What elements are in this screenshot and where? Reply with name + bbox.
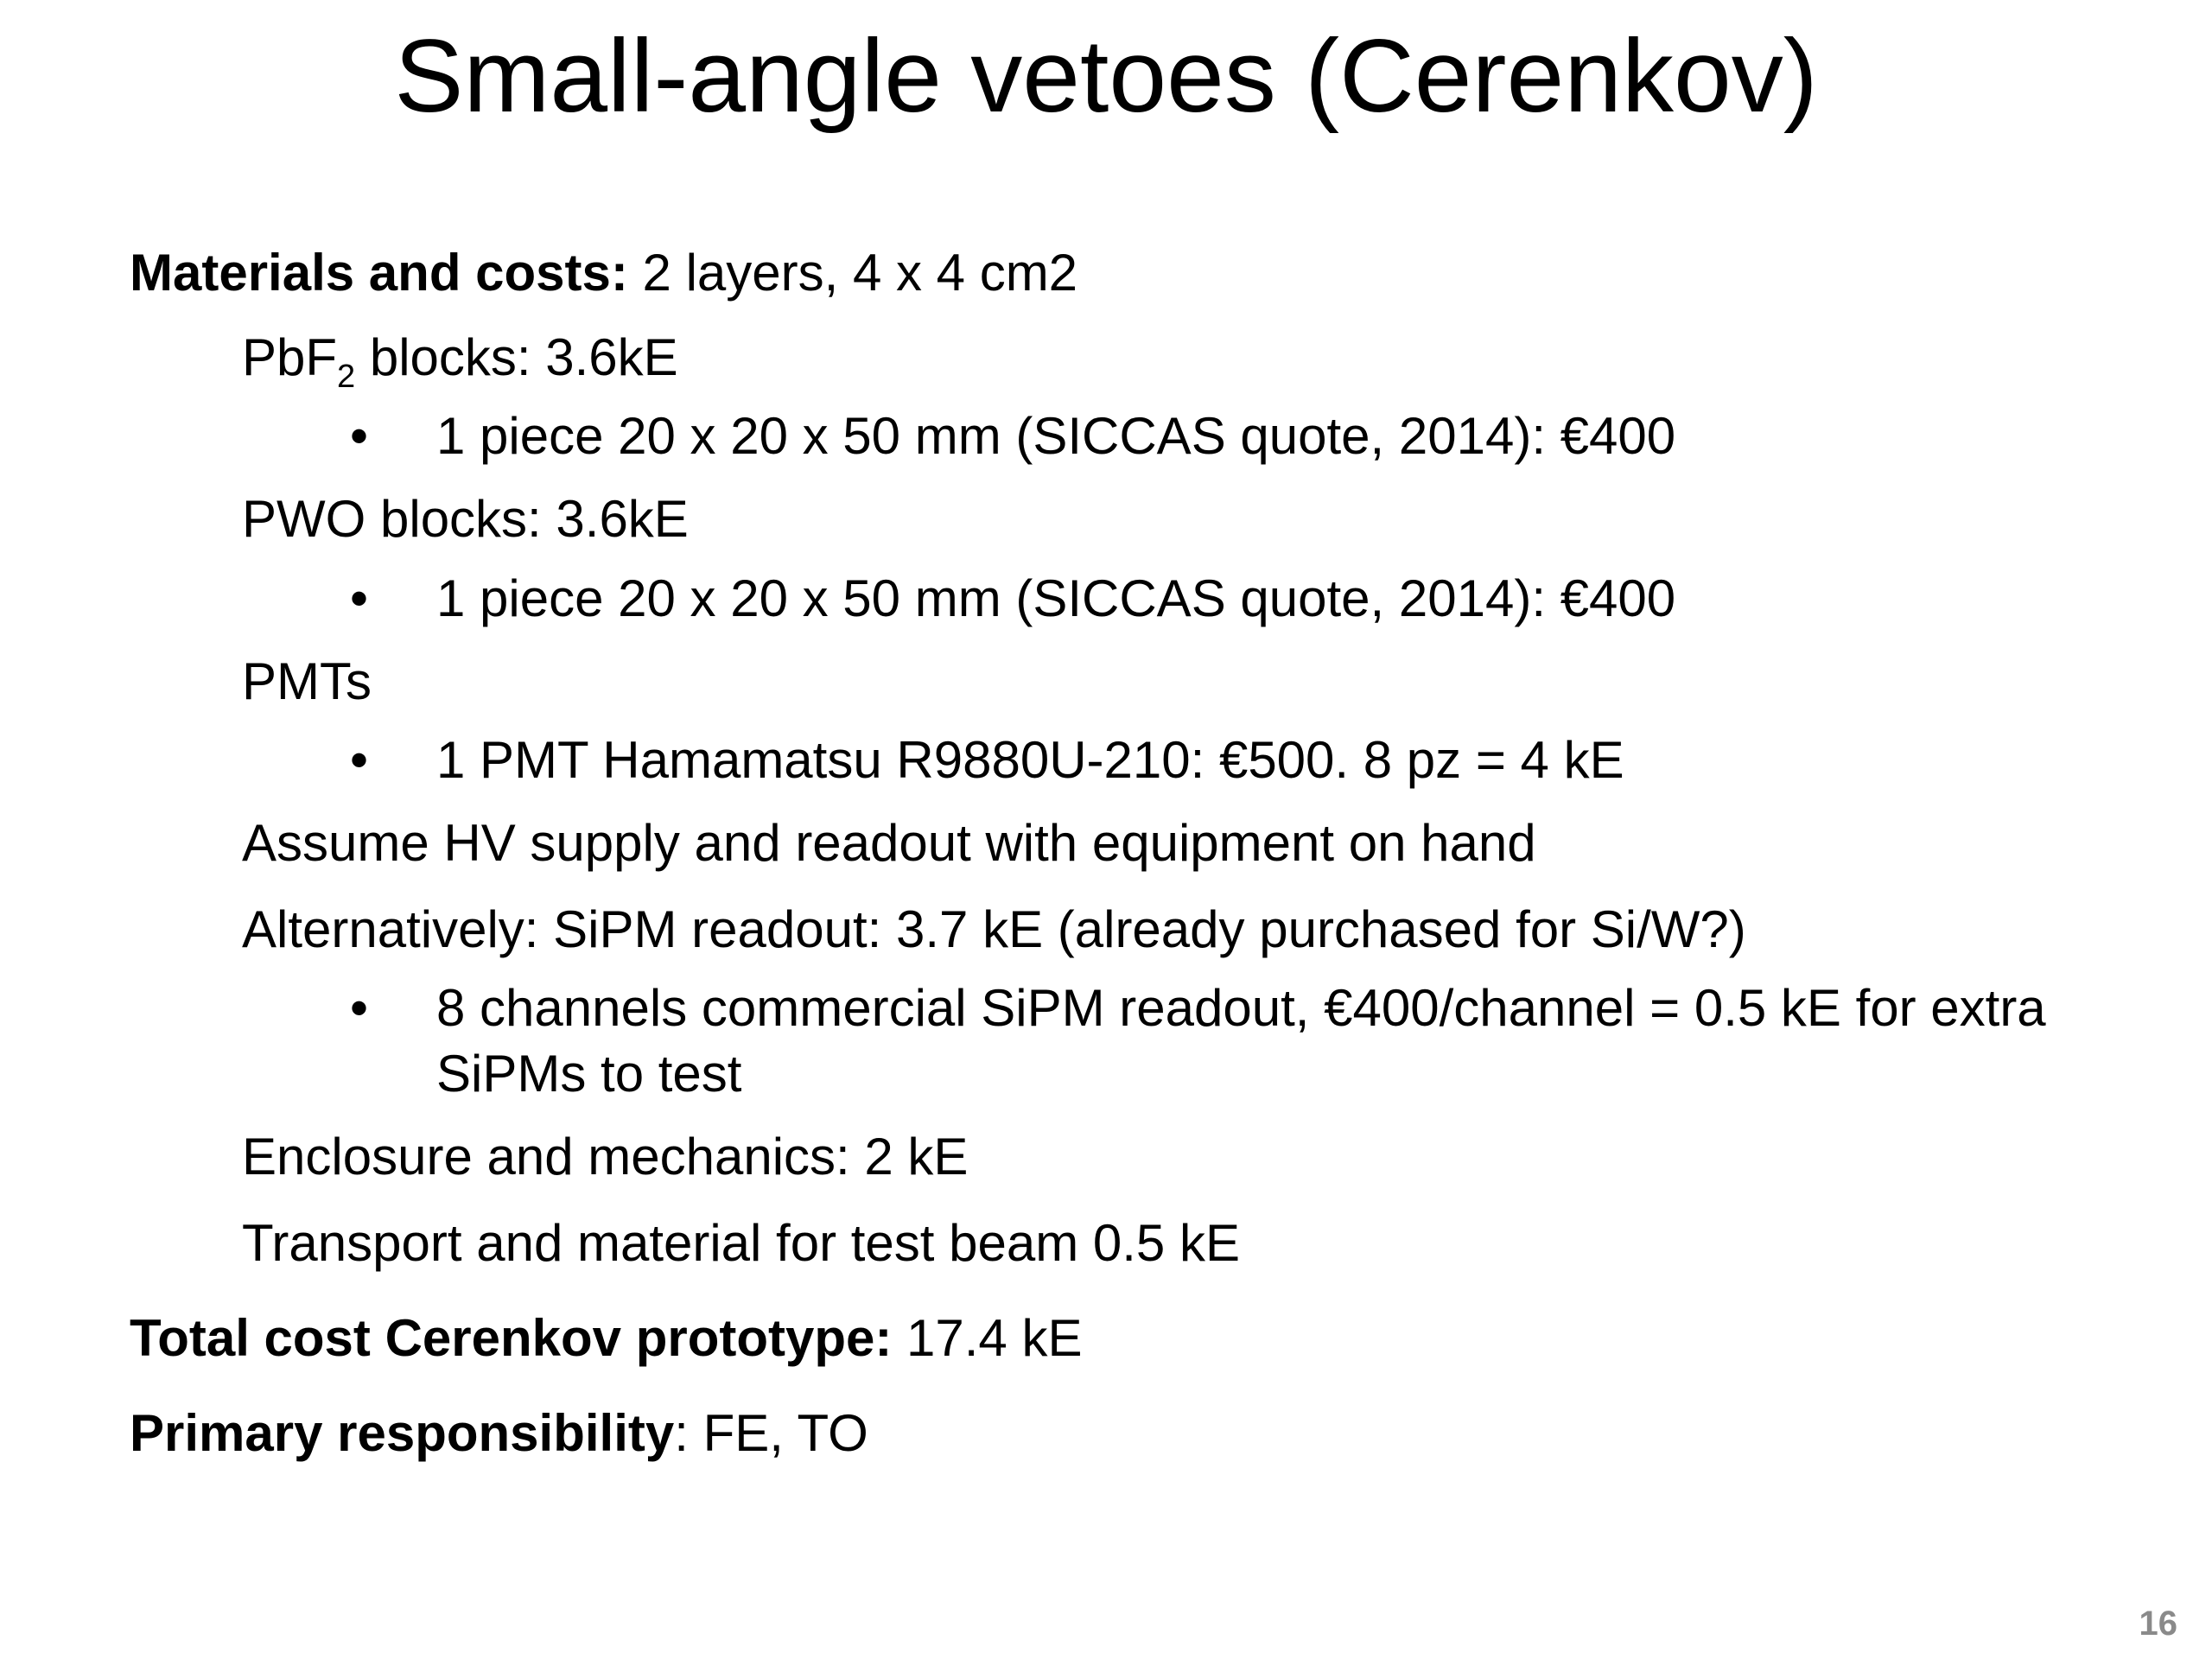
total-line xyxy=(130,1307,1082,1370)
pwo-line: PWO blocks: 3.6kE xyxy=(242,490,689,548)
total-value: 17.4 kE xyxy=(892,1309,1083,1367)
bullet-icon: • xyxy=(350,569,369,627)
transport-line: Transport and material for test beam 0.5 kE xyxy=(242,1214,1240,1272)
responsibility-label: Primary responsibility xyxy=(130,1404,675,1462)
pmts-bullet-text: 1 PMT Hamamatsu R9880U-210: €500. 8 pz = 4 kE xyxy=(436,731,1624,789)
sipm-bullet-item xyxy=(350,976,2078,1107)
pbf2-bullet-text: 1 piece 20 x 20 x 50 mm (SICCAS quote, 2014): €400 xyxy=(436,407,1676,465)
bullet-icon: • xyxy=(350,407,369,465)
responsibility-value: : FE, TO xyxy=(674,1404,868,1462)
materials-label: Materials and costs: xyxy=(130,244,628,302)
sipm-line: Alternatively: SiPM readout: 3.7 kE (already purchased for Si/W?) xyxy=(242,900,1746,958)
pwo-bullet-item xyxy=(350,566,2078,632)
bullet-icon: • xyxy=(350,731,369,789)
pbf2-bullet-item xyxy=(350,404,2078,469)
pmts-line: PMTs xyxy=(242,652,372,710)
pbf2-subscript: 2 xyxy=(337,359,356,395)
pbf2-line xyxy=(242,327,678,395)
slide-title: Small-angle vetoes (Cerenkov) xyxy=(394,18,1818,134)
pmts-bullet-item xyxy=(350,728,2078,793)
pwo-bullet-text: 1 piece 20 x 20 x 50 mm (SICCAS quote, 2014): €400 xyxy=(436,569,1676,627)
materials-line xyxy=(130,242,1077,304)
responsibility-line xyxy=(130,1402,868,1465)
sipm-bullet-text: 8 channels commercial SiPM readout, €400/channel = 0.5 kE for extra SiPMs to test xyxy=(436,979,2046,1103)
total-label: Total cost Cerenkov prototype: xyxy=(130,1309,893,1367)
page-number: 16 xyxy=(2139,1605,2177,1643)
pbf2-prefix: PbF xyxy=(242,328,338,386)
materials-value: 2 layers, 4 x 4 cm2 xyxy=(627,244,1078,302)
pbf2-suffix: blocks: 3.6kE xyxy=(355,328,678,386)
enclosure-line: Enclosure and mechanics: 2 kE xyxy=(242,1128,969,1185)
hv-line: Assume HV supply and readout with equipment on hand xyxy=(242,814,1536,872)
bullet-icon: • xyxy=(350,979,369,1037)
